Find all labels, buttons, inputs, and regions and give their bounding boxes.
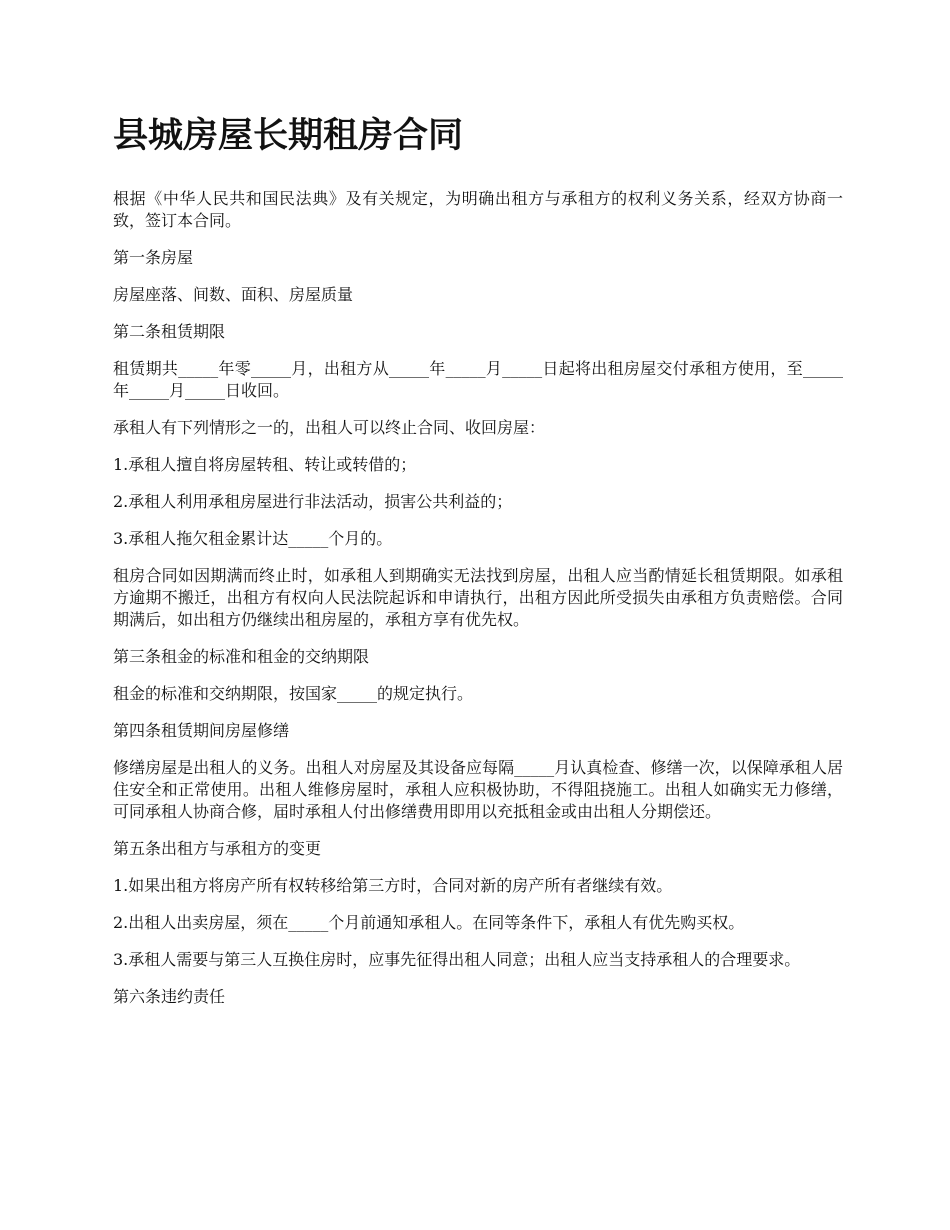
intro-paragraph: 根据《中华人民共和国民法典》及有关规定，为明确出租方与承租方的权利义务关系，经双方协商一致，签订本合同。 xyxy=(113,189,843,230)
termination-item-2: 2.承租人利用承租房屋进行非法活动，损害公共利益的； xyxy=(113,492,513,511)
document-title: 县城房屋长期租房合同 xyxy=(113,115,464,156)
article-1-heading: 第一条房屋 xyxy=(113,248,194,267)
lease-term-paragraph: 租赁期共_____年零_____月，出租方从_____年_____月_____日起将出租房屋交付承租方使用，至_____年_____月_____日收回。 xyxy=(113,359,843,400)
article-4-heading: 第四条租赁期间房屋修缮 xyxy=(113,721,290,740)
article-2-heading: 第二条租赁期限 xyxy=(113,322,226,341)
change-item-3: 3.承租人需要与第三人互换住房时，应事先征得出租人同意；出租人应当支持承租人的合理要求。 xyxy=(113,950,801,969)
termination-intro: 承租人有下列情形之一的，出租人可以终止合同、收回房屋： xyxy=(113,418,546,437)
repair-paragraph: 修缮房屋是出租人的义务。出租人对房屋及其设备应每隔_____月认真检查、修缮一次，以保障承租人居住安全和正常使用。出租人维修房屋时，承租人应积极协助，不得阻挠施工。出租人如确实无力修缮，可同承租人协商合修，届时承租人付出修缮费用即用以充抵租金或由出租人分期偿还。 xyxy=(113,758,843,821)
expiry-paragraph: 租房合同如因期满而终止时，如承租人到期确实无法找到房屋，出租人应当酌情延长租赁期限。如承租方逾期不搬迁，出租方有权向人民法院起诉和申请执行，出租方因此所受损失由承租方负责赔偿。合同期满后，如出租方仍继续出租房屋的，承租方享有优先权。 xyxy=(113,566,843,629)
change-item-2: 2.出租人出卖房屋，须在_____个月前通知承租人。在同等条件下，承租人有优先购买权。 xyxy=(113,913,745,932)
article-6-heading: 第六条违约责任 xyxy=(113,987,226,1006)
article-3-heading: 第三条租金的标准和租金的交纳期限 xyxy=(113,647,370,666)
rent-standard-paragraph: 租金的标准和交纳期限，按国家_____的规定执行。 xyxy=(113,684,474,703)
article-1-body: 房屋座落、间数、面积、房屋质量 xyxy=(113,285,354,304)
termination-item-3: 3.承租人拖欠租金累计达_____个月的。 xyxy=(113,529,393,548)
document-page xyxy=(113,112,843,1023)
change-item-1: 1.如果出租方将房产所有权转移给第三方时，合同对新的房产所有者继续有效。 xyxy=(113,876,673,895)
article-5-heading: 第五条出租方与承租方的变更 xyxy=(113,839,322,858)
termination-item-1: 1.承租人擅自将房屋转租、转让或转借的； xyxy=(113,455,417,474)
